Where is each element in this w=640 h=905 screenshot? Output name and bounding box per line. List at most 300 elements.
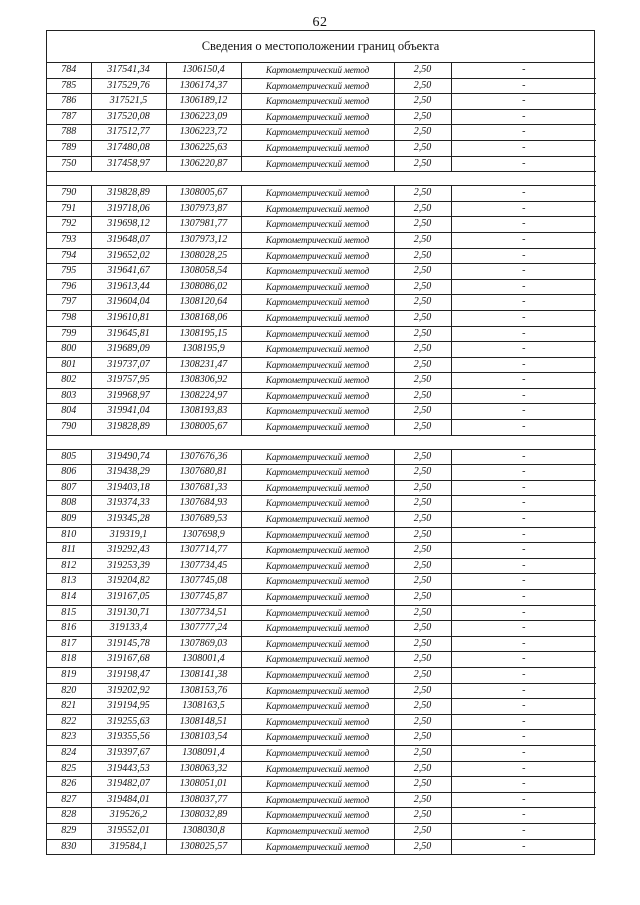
point-number-cell: 797 [47, 295, 91, 311]
accuracy-cell: 2,50 [394, 730, 451, 746]
point-number-cell: 788 [47, 125, 91, 141]
y-coordinate-cell: 1306189,12 [166, 94, 241, 110]
table-row [47, 388, 596, 404]
method-cell: Картометрический метод [241, 496, 394, 512]
accuracy-cell: 2,50 [394, 823, 451, 839]
description-cell: - [451, 823, 596, 839]
point-number-cell: 807 [47, 480, 91, 496]
method-cell: Картометрический метод [241, 156, 394, 172]
method-cell: Картометрический метод [241, 342, 394, 358]
x-coordinate-cell: 319374,33 [91, 496, 166, 512]
y-coordinate-cell: 1306150,4 [166, 63, 241, 78]
point-number-cell: 830 [47, 839, 91, 854]
method-cell: Картометрический метод [241, 839, 394, 854]
table-row [47, 201, 596, 217]
y-coordinate-cell: 1306225,63 [166, 140, 241, 156]
x-coordinate-cell: 319130,71 [91, 605, 166, 621]
y-coordinate-cell: 1307973,12 [166, 232, 241, 248]
y-coordinate-cell: 1307698,9 [166, 527, 241, 543]
description-cell: - [451, 186, 596, 202]
accuracy-cell: 2,50 [394, 667, 451, 683]
description-cell: - [451, 156, 596, 172]
x-coordinate-cell: 317521,5 [91, 94, 166, 110]
table-row [47, 777, 596, 793]
method-cell: Картометрический метод [241, 373, 394, 389]
accuracy-cell: 2,50 [394, 248, 451, 264]
table-row [47, 512, 596, 528]
table-row [47, 125, 596, 141]
accuracy-cell: 2,50 [394, 373, 451, 389]
description-cell: - [451, 527, 596, 543]
y-coordinate-cell: 1308058,54 [166, 264, 241, 280]
method-cell: Картометрический метод [241, 527, 394, 543]
x-coordinate-cell: 319403,18 [91, 480, 166, 496]
x-coordinate-cell: 317458,97 [91, 156, 166, 172]
point-number-cell: 803 [47, 388, 91, 404]
x-coordinate-cell: 317480,08 [91, 140, 166, 156]
table-row [47, 792, 596, 808]
description-cell: - [451, 94, 596, 110]
table-row [47, 527, 596, 543]
description-cell: - [451, 404, 596, 420]
x-coordinate-cell: 319645,81 [91, 326, 166, 342]
table-row [47, 264, 596, 280]
method-cell: Картометрический метод [241, 745, 394, 761]
point-number-cell: 812 [47, 558, 91, 574]
accuracy-cell: 2,50 [394, 496, 451, 512]
table-row [47, 156, 596, 172]
accuracy-cell: 2,50 [394, 63, 451, 78]
table-row [47, 574, 596, 590]
accuracy-cell: 2,50 [394, 326, 451, 342]
description-cell: - [451, 63, 596, 78]
method-cell: Картометрический метод [241, 404, 394, 420]
description-cell: - [451, 496, 596, 512]
point-number-cell: 813 [47, 574, 91, 590]
point-number-cell: 784 [47, 63, 91, 78]
group-separator-row [47, 435, 596, 449]
method-cell: Картометрический метод [241, 63, 394, 78]
page-number: 62 [312, 15, 328, 30]
y-coordinate-cell: 1308231,47 [166, 357, 241, 373]
method-cell: Картометрический метод [241, 558, 394, 574]
point-number-cell: 805 [47, 449, 91, 465]
table-row [47, 745, 596, 761]
description-cell: - [451, 652, 596, 668]
accuracy-cell: 2,50 [394, 558, 451, 574]
description-cell: - [451, 373, 596, 389]
method-cell: Картометрический метод [241, 730, 394, 746]
method-cell: Картометрический метод [241, 777, 394, 793]
method-cell: Картометрический метод [241, 217, 394, 233]
accuracy-cell: 2,50 [394, 342, 451, 358]
description-cell: - [451, 667, 596, 683]
accuracy-cell: 2,50 [394, 357, 451, 373]
accuracy-cell: 2,50 [394, 652, 451, 668]
point-number-cell: 798 [47, 310, 91, 326]
x-coordinate-cell: 319202,92 [91, 683, 166, 699]
description-cell: - [451, 574, 596, 590]
table-row [47, 140, 596, 156]
accuracy-cell: 2,50 [394, 590, 451, 606]
table-title: Сведения о местоположении границ объекта [47, 31, 594, 63]
description-cell: - [451, 777, 596, 793]
x-coordinate-cell: 317512,77 [91, 125, 166, 141]
y-coordinate-cell: 1308141,38 [166, 667, 241, 683]
accuracy-cell: 2,50 [394, 201, 451, 217]
coordinates-table [47, 63, 596, 854]
accuracy-cell: 2,50 [394, 839, 451, 854]
x-coordinate-cell: 319828,89 [91, 186, 166, 202]
accuracy-cell: 2,50 [394, 527, 451, 543]
description-cell: - [451, 420, 596, 436]
y-coordinate-cell: 1307981,77 [166, 217, 241, 233]
x-coordinate-cell: 317529,76 [91, 78, 166, 94]
x-coordinate-cell: 319610,81 [91, 310, 166, 326]
x-coordinate-cell: 319968,97 [91, 388, 166, 404]
x-coordinate-cell: 319292,43 [91, 543, 166, 559]
point-number-cell: 795 [47, 264, 91, 280]
accuracy-cell: 2,50 [394, 420, 451, 436]
table-row [47, 714, 596, 730]
x-coordinate-cell: 319255,63 [91, 714, 166, 730]
y-coordinate-cell: 1308306,92 [166, 373, 241, 389]
y-coordinate-cell: 1306223,09 [166, 109, 241, 125]
x-coordinate-cell: 319526,2 [91, 808, 166, 824]
y-coordinate-cell: 1308091,4 [166, 745, 241, 761]
point-number-cell: 814 [47, 590, 91, 606]
point-number-cell: 824 [47, 745, 91, 761]
point-number-cell: 822 [47, 714, 91, 730]
y-coordinate-cell: 1308025,57 [166, 839, 241, 854]
method-cell: Картометрический метод [241, 605, 394, 621]
accuracy-cell: 2,50 [394, 186, 451, 202]
description-cell: - [451, 109, 596, 125]
point-number-cell: 785 [47, 78, 91, 94]
table-row [47, 404, 596, 420]
table-row [47, 558, 596, 574]
table-row [47, 761, 596, 777]
description-cell: - [451, 310, 596, 326]
description-cell: - [451, 388, 596, 404]
x-coordinate-cell: 319194,95 [91, 699, 166, 715]
point-number-cell: 817 [47, 636, 91, 652]
accuracy-cell: 2,50 [394, 574, 451, 590]
table-row [47, 217, 596, 233]
y-coordinate-cell: 1307869,03 [166, 636, 241, 652]
method-cell: Картометрический метод [241, 590, 394, 606]
description-cell: - [451, 264, 596, 280]
y-coordinate-cell: 1308120,64 [166, 295, 241, 311]
y-coordinate-cell: 1308028,25 [166, 248, 241, 264]
coordinates-table-body [47, 63, 596, 854]
method-cell: Картометрический метод [241, 248, 394, 264]
method-cell: Картометрический метод [241, 574, 394, 590]
point-number-cell: 809 [47, 512, 91, 528]
accuracy-cell: 2,50 [394, 264, 451, 280]
y-coordinate-cell: 1307777,24 [166, 621, 241, 637]
table-row [47, 342, 596, 358]
point-number-cell: 793 [47, 232, 91, 248]
y-coordinate-cell: 1308193,83 [166, 404, 241, 420]
point-number-cell: 810 [47, 527, 91, 543]
accuracy-cell: 2,50 [394, 745, 451, 761]
table-row [47, 248, 596, 264]
description-cell: - [451, 543, 596, 559]
method-cell: Картометрический метод [241, 792, 394, 808]
accuracy-cell: 2,50 [394, 621, 451, 637]
point-number-cell: 811 [47, 543, 91, 559]
accuracy-cell: 2,50 [394, 449, 451, 465]
point-number-cell: 801 [47, 357, 91, 373]
table-row [47, 63, 596, 78]
description-cell: - [451, 745, 596, 761]
method-cell: Картометрический метод [241, 480, 394, 496]
method-cell: Картометрический метод [241, 621, 394, 637]
description-cell: - [451, 590, 596, 606]
method-cell: Картометрический метод [241, 667, 394, 683]
method-cell: Картометрический метод [241, 714, 394, 730]
table-row [47, 808, 596, 824]
description-cell: - [451, 512, 596, 528]
x-coordinate-cell: 319552,01 [91, 823, 166, 839]
y-coordinate-cell: 1308168,06 [166, 310, 241, 326]
y-coordinate-cell: 1307684,93 [166, 496, 241, 512]
description-cell: - [451, 714, 596, 730]
method-cell: Картометрический метод [241, 699, 394, 715]
table-row [47, 590, 596, 606]
x-coordinate-cell: 319484,01 [91, 792, 166, 808]
y-coordinate-cell: 1307676,36 [166, 449, 241, 465]
y-coordinate-cell: 1308005,67 [166, 186, 241, 202]
x-coordinate-cell: 319584,1 [91, 839, 166, 854]
y-coordinate-cell: 1308103,54 [166, 730, 241, 746]
accuracy-cell: 2,50 [394, 714, 451, 730]
point-number-cell: 806 [47, 465, 91, 481]
point-number-cell: 827 [47, 792, 91, 808]
accuracy-cell: 2,50 [394, 388, 451, 404]
description-cell: - [451, 699, 596, 715]
point-number-cell: 790 [47, 186, 91, 202]
x-coordinate-cell: 319828,89 [91, 420, 166, 436]
x-coordinate-cell: 319345,28 [91, 512, 166, 528]
table-row [47, 373, 596, 389]
description-cell: - [451, 683, 596, 699]
description-cell: - [451, 279, 596, 295]
accuracy-cell: 2,50 [394, 156, 451, 172]
method-cell: Картометрический метод [241, 295, 394, 311]
description-cell: - [451, 605, 596, 621]
point-number-cell: 789 [47, 140, 91, 156]
y-coordinate-cell: 1307973,87 [166, 201, 241, 217]
table-row [47, 683, 596, 699]
point-number-cell: 815 [47, 605, 91, 621]
table-row [47, 94, 596, 110]
description-cell: - [451, 357, 596, 373]
method-cell: Картометрический метод [241, 388, 394, 404]
y-coordinate-cell: 1307714,77 [166, 543, 241, 559]
y-coordinate-cell: 1308153,76 [166, 683, 241, 699]
method-cell: Картометрический метод [241, 761, 394, 777]
accuracy-cell: 2,50 [394, 777, 451, 793]
table-row [47, 78, 596, 94]
method-cell: Картометрический метод [241, 449, 394, 465]
description-cell: - [451, 621, 596, 637]
x-coordinate-cell: 319757,95 [91, 373, 166, 389]
x-coordinate-cell: 319689,09 [91, 342, 166, 358]
description-cell: - [451, 808, 596, 824]
x-coordinate-cell: 319443,53 [91, 761, 166, 777]
accuracy-cell: 2,50 [394, 232, 451, 248]
y-coordinate-cell: 1306174,37 [166, 78, 241, 94]
y-coordinate-cell: 1308086,02 [166, 279, 241, 295]
point-number-cell: 800 [47, 342, 91, 358]
x-coordinate-cell: 319355,56 [91, 730, 166, 746]
description-cell: - [451, 326, 596, 342]
point-number-cell: 829 [47, 823, 91, 839]
x-coordinate-cell: 319319,1 [91, 527, 166, 543]
point-number-cell: 821 [47, 699, 91, 715]
table-row [47, 326, 596, 342]
point-number-cell: 823 [47, 730, 91, 746]
y-coordinate-cell: 1308005,67 [166, 420, 241, 436]
x-coordinate-cell: 319145,78 [91, 636, 166, 652]
group-separator-cell [47, 435, 596, 449]
x-coordinate-cell: 319648,07 [91, 232, 166, 248]
table-row [47, 730, 596, 746]
accuracy-cell: 2,50 [394, 683, 451, 699]
point-number-cell: 792 [47, 217, 91, 233]
description-cell: - [451, 761, 596, 777]
point-number-cell: 796 [47, 279, 91, 295]
accuracy-cell: 2,50 [394, 295, 451, 311]
accuracy-cell: 2,50 [394, 465, 451, 481]
accuracy-cell: 2,50 [394, 125, 451, 141]
table-row [47, 449, 596, 465]
method-cell: Картометрический метод [241, 823, 394, 839]
x-coordinate-cell: 319698,12 [91, 217, 166, 233]
x-coordinate-cell: 319482,07 [91, 777, 166, 793]
table-row [47, 496, 596, 512]
accuracy-cell: 2,50 [394, 94, 451, 110]
description-cell: - [451, 449, 596, 465]
point-number-cell: 794 [47, 248, 91, 264]
description-cell: - [451, 201, 596, 217]
x-coordinate-cell: 319438,29 [91, 465, 166, 481]
x-coordinate-cell: 319253,39 [91, 558, 166, 574]
method-cell: Картометрический метод [241, 109, 394, 125]
accuracy-cell: 2,50 [394, 404, 451, 420]
x-coordinate-cell: 319613,44 [91, 279, 166, 295]
accuracy-cell: 2,50 [394, 699, 451, 715]
method-cell: Картометрический метод [241, 326, 394, 342]
x-coordinate-cell: 319490,74 [91, 449, 166, 465]
table-row [47, 839, 596, 854]
y-coordinate-cell: 1307745,08 [166, 574, 241, 590]
point-number-cell: 818 [47, 652, 91, 668]
description-cell: - [451, 792, 596, 808]
method-cell: Картометрический метод [241, 357, 394, 373]
method-cell: Картометрический метод [241, 420, 394, 436]
x-coordinate-cell: 319397,67 [91, 745, 166, 761]
point-number-cell: 828 [47, 808, 91, 824]
accuracy-cell: 2,50 [394, 217, 451, 233]
accuracy-cell: 2,50 [394, 310, 451, 326]
table-row [47, 699, 596, 715]
group-separator-cell [47, 172, 596, 186]
description-cell: - [451, 140, 596, 156]
table-row [47, 279, 596, 295]
method-cell: Картометрический метод [241, 264, 394, 280]
y-coordinate-cell: 1308195,9 [166, 342, 241, 358]
y-coordinate-cell: 1308051,01 [166, 777, 241, 793]
x-coordinate-cell: 319652,02 [91, 248, 166, 264]
table-row [47, 357, 596, 373]
description-cell: - [451, 295, 596, 311]
description-cell: - [451, 558, 596, 574]
table-row [47, 605, 596, 621]
x-coordinate-cell: 319167,68 [91, 652, 166, 668]
table-row [47, 667, 596, 683]
y-coordinate-cell: 1308163,5 [166, 699, 241, 715]
table-row [47, 636, 596, 652]
method-cell: Картометрический метод [241, 636, 394, 652]
point-number-cell: 816 [47, 621, 91, 637]
accuracy-cell: 2,50 [394, 808, 451, 824]
point-number-cell: 750 [47, 156, 91, 172]
accuracy-cell: 2,50 [394, 279, 451, 295]
point-number-cell: 808 [47, 496, 91, 512]
description-cell: - [451, 232, 596, 248]
y-coordinate-cell: 1308195,15 [166, 326, 241, 342]
description-cell: - [451, 465, 596, 481]
description-cell: - [451, 342, 596, 358]
point-number-cell: 819 [47, 667, 91, 683]
method-cell: Картометрический метод [241, 78, 394, 94]
x-coordinate-cell: 319133,4 [91, 621, 166, 637]
method-cell: Картометрический метод [241, 186, 394, 202]
accuracy-cell: 2,50 [394, 78, 451, 94]
point-number-cell: 825 [47, 761, 91, 777]
table-row [47, 465, 596, 481]
y-coordinate-cell: 1307734,45 [166, 558, 241, 574]
accuracy-cell: 2,50 [394, 761, 451, 777]
method-cell: Картометрический метод [241, 125, 394, 141]
point-number-cell: 799 [47, 326, 91, 342]
method-cell: Картометрический метод [241, 310, 394, 326]
y-coordinate-cell: 1308224,97 [166, 388, 241, 404]
table-row [47, 543, 596, 559]
x-coordinate-cell: 319718,06 [91, 201, 166, 217]
method-cell: Картометрический метод [241, 94, 394, 110]
point-number-cell: 791 [47, 201, 91, 217]
method-cell: Картометрический метод [241, 279, 394, 295]
point-number-cell: 820 [47, 683, 91, 699]
table-row [47, 186, 596, 202]
y-coordinate-cell: 1307745,87 [166, 590, 241, 606]
y-coordinate-cell: 1308148,51 [166, 714, 241, 730]
description-cell: - [451, 217, 596, 233]
y-coordinate-cell: 1306220,87 [166, 156, 241, 172]
accuracy-cell: 2,50 [394, 512, 451, 528]
y-coordinate-cell: 1307734,51 [166, 605, 241, 621]
y-coordinate-cell: 1308037,77 [166, 792, 241, 808]
table-row [47, 295, 596, 311]
y-coordinate-cell: 1308030,8 [166, 823, 241, 839]
group-separator-row [47, 172, 596, 186]
x-coordinate-cell: 319641,67 [91, 264, 166, 280]
x-coordinate-cell: 317520,08 [91, 109, 166, 125]
